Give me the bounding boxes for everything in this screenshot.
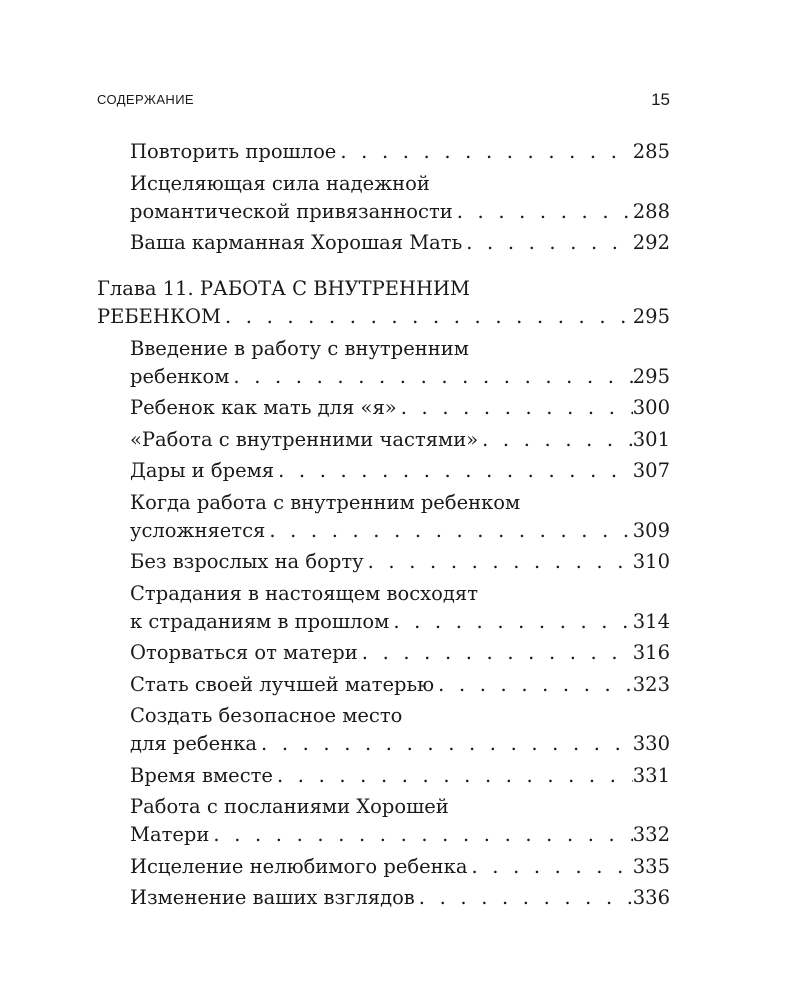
toc-entry: [130, 394, 670, 422]
running-title: СОДЕРЖАНИЕ: [97, 92, 195, 107]
dot-leader: [462, 229, 633, 257]
dot-leader: [478, 426, 633, 454]
dot-leader: [209, 821, 632, 849]
dot-leader: [265, 517, 632, 545]
dot-leader: [389, 608, 632, 636]
toc-entry-page: 301: [632, 427, 670, 451]
toc-entry-title: Страдания в настоящем восходят: [130, 581, 479, 605]
toc-entry-page: 316: [632, 641, 670, 664]
toc-chapter-title-continued: РЕБЕНКОМ: [97, 305, 221, 328]
toc-entry-page: 310: [632, 550, 670, 573]
dot-leader: [257, 730, 633, 758]
toc-entry-title: Исцеление нелюбимого ребенка: [130, 854, 468, 878]
toc-entry-page: 295: [632, 305, 670, 328]
toc-entry: [130, 457, 670, 485]
toc-entry-page: 285: [632, 140, 670, 163]
dot-leader: [434, 671, 633, 699]
dot-leader: [358, 639, 633, 667]
dot-leader: [453, 198, 633, 226]
toc-entry-title: Дары и бремя: [130, 459, 275, 482]
dot-leader: [221, 303, 633, 331]
toc-entry-title: Повторить прошлое: [130, 140, 337, 163]
toc-entry: [130, 793, 670, 849]
toc-entry: [130, 426, 670, 454]
toc-entry: [130, 702, 670, 758]
dot-leader: [274, 457, 633, 485]
toc-entry-title: Ваша карманная Хорошая Мать: [130, 231, 463, 254]
toc-entry: [130, 548, 670, 576]
toc-entry-page: 330: [632, 732, 670, 755]
toc-entry-page: 292: [632, 231, 670, 254]
page-number: 15: [651, 90, 670, 109]
toc-entry-title: Введение в работу с внутренним: [130, 336, 469, 360]
toc-entry: [130, 580, 670, 636]
toc-entry: [130, 762, 670, 790]
toc-entry: [130, 671, 670, 699]
toc-entry: [130, 884, 670, 912]
toc-chapter-title: Глава 11. РАБОТА С ВНУТРЕННИМ: [97, 277, 471, 300]
toc-entry-title: Создать безопасное место: [130, 704, 403, 727]
toc-entry: [130, 170, 670, 226]
toc-entry-title: «Работа с внутренними частями»: [130, 427, 479, 451]
toc-entry-title: Исцеляющая сила надежной: [130, 171, 430, 195]
toc-entry-title: Работа с посланиями Хорошей: [130, 795, 449, 818]
toc-entry-title: Ребенок как мать для «я»: [130, 396, 397, 419]
toc-entry-page: 314: [632, 609, 670, 633]
toc-entry-page: 331: [632, 763, 670, 787]
toc-entry: [130, 335, 670, 391]
dot-leader: [415, 884, 633, 912]
toc-entry-page: 332: [632, 823, 670, 846]
toc-entry-page: 295: [632, 364, 670, 388]
toc-entry: [130, 639, 670, 667]
dot-leader: [364, 548, 633, 576]
dot-leader: [229, 363, 632, 391]
toc-entry: [130, 853, 670, 881]
dot-leader: [336, 138, 632, 166]
table-of-contents: [97, 138, 670, 916]
toc-entry: [130, 138, 670, 166]
toc-entry: [130, 229, 670, 257]
toc-entry-page: 335: [632, 854, 670, 878]
toc-entry-title-continued: для ребенка: [130, 732, 258, 755]
toc-entry-page: 336: [632, 886, 670, 909]
toc-entry-title: Время вместе: [130, 763, 273, 787]
toc-entry-title-continued: романтической привязанности: [130, 199, 453, 223]
toc-entry-title-continued: к страданиям в прошлом: [130, 609, 390, 633]
dot-leader: [397, 394, 633, 422]
toc-entry-page: 300: [632, 396, 670, 419]
toc-entry-title: Без взрослых на борту: [130, 550, 364, 573]
toc-entry-page: 323: [632, 672, 670, 696]
toc-entry-page: 307: [632, 459, 670, 482]
toc-entry-page: 309: [632, 518, 670, 542]
toc-entry-title-continued: усложняется: [130, 518, 266, 542]
dot-leader: [273, 762, 633, 790]
toc-chapter-entry: [97, 275, 670, 331]
toc-entry-page: 288: [632, 199, 670, 223]
toc-entry-title: Когда работа с внутренним ребенком: [130, 490, 521, 514]
toc-entry-title-continued: ребенком: [130, 364, 230, 388]
dot-leader: [467, 853, 632, 881]
toc-entry: [130, 489, 670, 545]
toc-entry-title-continued: Матери: [130, 823, 210, 846]
toc-entry-title: Изменение ваших взглядов: [130, 886, 415, 909]
toc-entry-title: Стать своей лучшей матерью: [130, 672, 435, 696]
toc-entry-title: Оторваться от матери: [130, 641, 358, 664]
